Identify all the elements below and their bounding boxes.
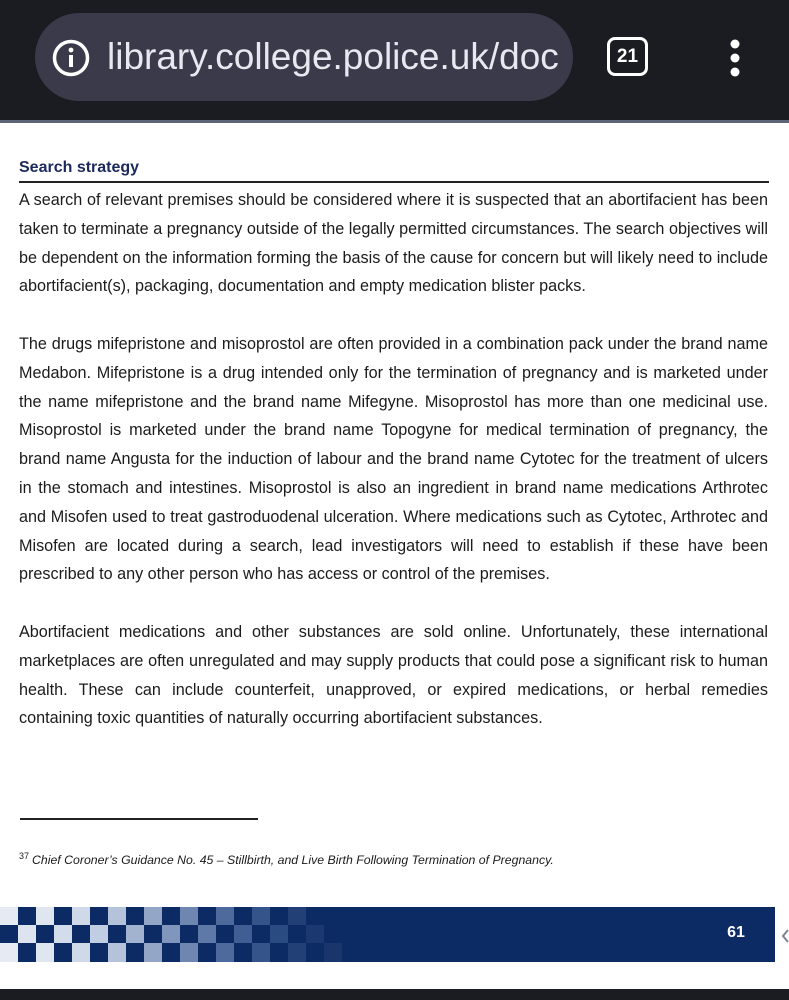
bottom-bar bbox=[0, 989, 789, 1000]
url-text[interactable]: library.college.police.uk/doc bbox=[107, 36, 559, 77]
info-circle-icon[interactable] bbox=[52, 39, 90, 77]
scroll-edge-icon[interactable] bbox=[781, 929, 789, 943]
document-page bbox=[0, 123, 789, 989]
footnote-text: Chief Coroner’s Guidance No. 45 – Stillbirth, and Live Birth Following Termination of Pregnancy. bbox=[32, 853, 554, 867]
browser-toolbar bbox=[0, 0, 789, 120]
heading-underline bbox=[19, 181, 769, 183]
checkered-pattern bbox=[0, 907, 360, 962]
address-bar[interactable] bbox=[35, 13, 573, 101]
footnote-number: 37 bbox=[19, 851, 30, 861]
tab-switcher-button[interactable]: 21 bbox=[607, 37, 648, 76]
paragraph-1: A search of relevant premises should be considered where it is suspected that an abortifacient has been taken to terminate a pregnancy outside of the legally permitted circumstances. The search objectives will be dependent on the information forming the basis of the cause for concern but will likely need to include abortifacient(s), packaging, documentation and empty medication blister packs. bbox=[19, 191, 768, 296]
section-heading: Search strategy bbox=[19, 159, 140, 176]
footnote bbox=[19, 851, 554, 867]
vertical-dots-icon[interactable] bbox=[725, 38, 745, 78]
paragraph-3: Abortifacient medications and other substances are sold online. Unfortunately, these international marketplaces are often unregulated and may supply products that could pose a significant risk to human health. These can include counterfeit, unapproved, or expired medications, or herbal remedies containing toxic quantities of naturally occurring abortifacient substances. bbox=[19, 623, 768, 728]
page-number: 61 bbox=[727, 924, 745, 941]
paragraph-2: The drugs mifepristone and misoprostol are often provided in a combination pack under the brand name Medabon. Mifepristone is a drug intended only for the termination of pregnancy and is marketed under the name mifepristone and the brand name Mifegyne. Misoprostol has more than one medicinal use. Misoprostol is marketed under the brand name Topogyne for medical termination of pregnancy, the brand name Angusta for the induction of labour and the brand name Cytotec for the treatment of ulcers in the stomach and intestines. Misoprostol is also an ingredient in brand name medications Arthrotec and Misofen used to treat gastroduodenal ulceration. Where medications such as Cytotec, Arthrotec and Misofen are located during a search, lead investigators will need to establish if these have been prescribed to any other person who has access or control of the premises. bbox=[19, 335, 768, 584]
footnote-separator bbox=[20, 818, 258, 820]
